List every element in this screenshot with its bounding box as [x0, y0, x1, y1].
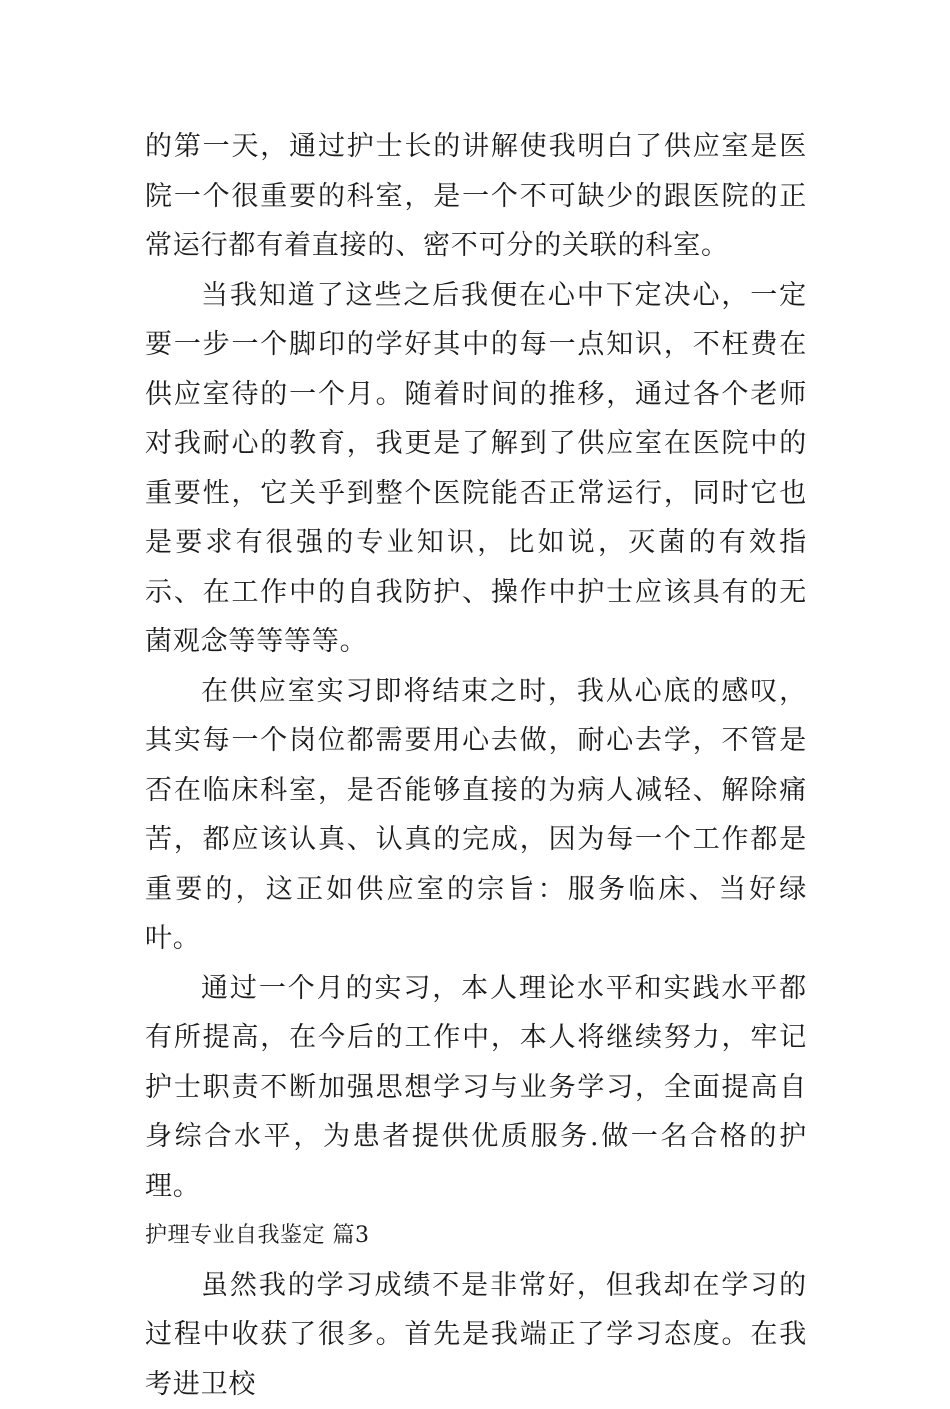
paragraph-determination: 当我知道了这些之后我便在心中下定决心，一定要一步一个脚印的学好其中的每一点知识，不枉费在供应室待的一个月。随着时间的推移，通过各个老师对我耐心的教育，我更是了解到了供应室在医院中的重要性，它关乎到整个医院能否正常运行，同时它也是要求有很强的专业知识，比如说，灭菌的有效指示、在工作中的自我防护、操作中护士应该具有的无菌观念等等等等。 [145, 271, 807, 667]
paragraph-summary: 通过一个月的实习，本人理论水平和实践水平都有所提高，在今后的工作中，本人将继续努力，牢记护士职责不断加强思想学习与业务学习，全面提高自身综合水平，为患者提供优质服务.做一名合格的护理。 [145, 964, 807, 1212]
paragraph-internship-ending: 在供应室实习即将结束之时，我从心底的感叹，其实每一个岗位都需要用心去做，耐心去学，不管是否在临床科室，是否能够直接的为病人减轻、解除痛苦，都应该认真、认真的完成，因为每一个工作都是重要的，这正如供应室的宗旨：服务临床、当好绿叶。 [145, 667, 807, 964]
paragraph-section-3-intro: 虽然我的学习成绩不是非常好，但我却在学习的过程中收获了很多。首先是我端正了学习态度。在我考进卫校 [145, 1261, 807, 1409]
section-heading: 护理专业自我鉴定 篇3 [145, 1211, 807, 1261]
document-page [145, 122, 807, 1409]
paragraph-continuation: 的第一天，通过护士长的讲解使我明白了供应室是医院一个很重要的科室，是一个不可缺少的跟医院的正常运行都有着直接的、密不可分的关联的科室。 [145, 122, 807, 271]
